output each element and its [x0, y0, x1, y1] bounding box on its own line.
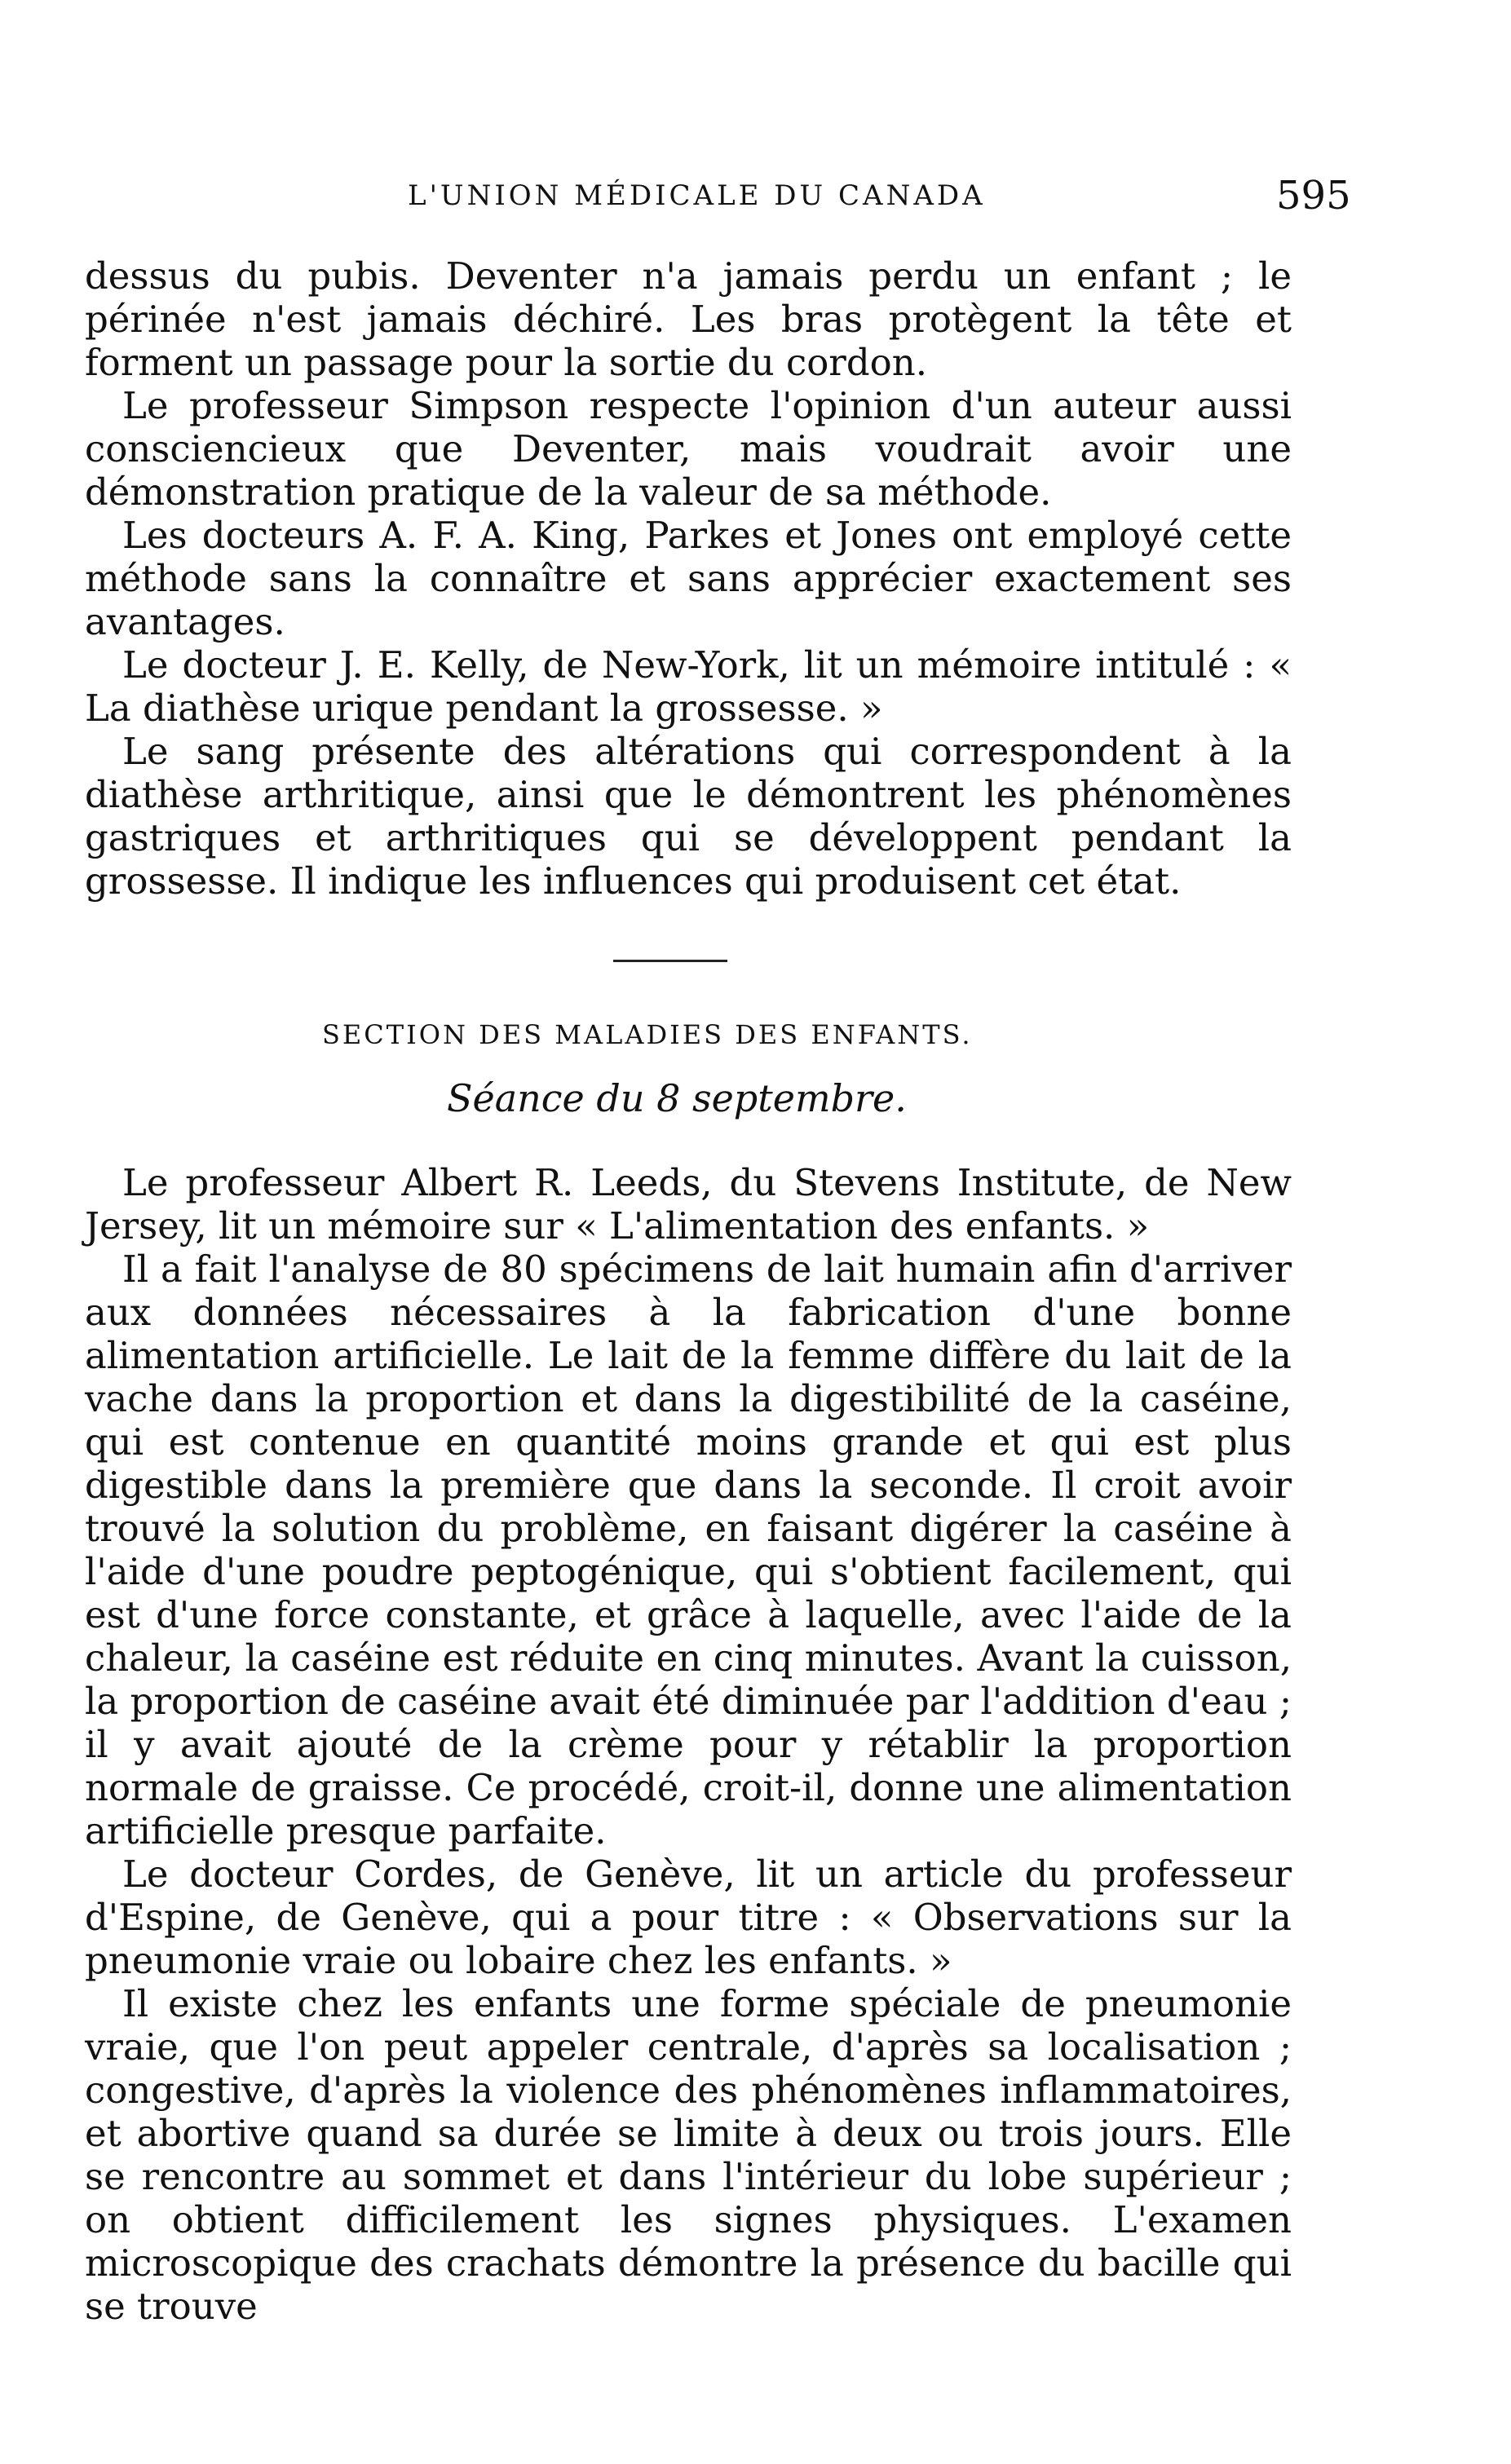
- paragraph: Le docteur Cordes, de Genève, lit un article du professeur d'Espine, de Genève, qui a pour titre : « Observations sur la pneumonie vraie ou lobaire chez les enfants. »: [85, 1852, 1292, 1982]
- paragraph: Il existe chez les enfants une forme spéciale de pneumonie vraie, que l'on peut appeler centrale, d'après sa localisation ; congestive, d'après la violence des phénomènes inflammatoires, et abortive quand sa durée se limite à deux ou trois jours. Elle se rencontre au sommet et dans l'intérieur du lobe supérieur ; on obtient difficilement les signes physiques. L'examen microscopique des crachats démontre la présence du bacille qui se trouve: [85, 1982, 1292, 2328]
- bottom-text-block: [85, 1161, 1292, 2328]
- top-text-block: [85, 254, 1292, 903]
- paragraph: Le sang présente des altérations qui correspondent à la diathèse arthritique, ainsi que le démontrent les phénomènes gastriques et arthritiques qui se développent pendant la grossesse. Il indique les influences qui produisent cet état.: [85, 730, 1292, 903]
- paragraph: Le professeur Simpson respecte l'opinion d'un auteur aussi consciencieux que Deventer, mais voudrait avoir une démonstration pratique de la valeur de sa méthode.: [85, 384, 1292, 514]
- section-divider: [613, 960, 727, 962]
- paragraph: Il a fait l'analyse de 80 spécimens de lait humain afin d'arriver aux données nécessaires à la fabrication d'une bonne alimentation artificielle. Le lait de la femme diffère du lait de la vache dans la proportion et dans la digestibilité de la caséine, qui est contenue en quantité moins grande et qui est plus digestible dans la première que dans la seconde. Il croit avoir trouvé la solution du problème, en faisant digérer la caséine à l'aide d'une poudre peptogénique, qui s'obtient facilement, qui est d'une force constante, et grâce à laquelle, avec l'aide de la chaleur, la caséine est réduite en cinq minutes. Avant la cuisson, la proportion de caséine avait été diminuée par l'addition d'eau ; il y avait ajouté de la crème pour y rétablir la proportion normale de graisse. Ce procédé, croit-il, donne une alimentation artificielle presque parfaite.: [85, 1247, 1292, 1852]
- running-header-title: L'UNION MÉDICALE DU CANADA: [408, 179, 986, 212]
- page-number: 595: [1276, 173, 1351, 219]
- section-heading: SECTION DES MALADIES DES ENFANTS.: [322, 1019, 973, 1050]
- session-heading: Séance du 8 septembre.: [447, 1076, 907, 1120]
- paragraph: Les docteurs A. F. A. King, Parkes et Jones ont employé cette méthode sans la connaître et sans apprécier exactement ses avantages.: [85, 514, 1292, 643]
- paragraph: Le professeur Albert R. Leeds, du Stevens Institute, de New Jersey, lit un mémoire sur « L'alimentation des enfants. »: [85, 1161, 1292, 1247]
- paragraph: Le docteur J. E. Kelly, de New-York, lit un mémoire intitulé : « La diathèse urique pendant la grossesse. »: [85, 643, 1292, 730]
- paragraph: dessus du pubis. Deventer n'a jamais perdu un enfant ; le périnée n'est jamais déchiré. Les bras protègent la tête et forment un passage pour la sortie du cordon.: [85, 254, 1292, 384]
